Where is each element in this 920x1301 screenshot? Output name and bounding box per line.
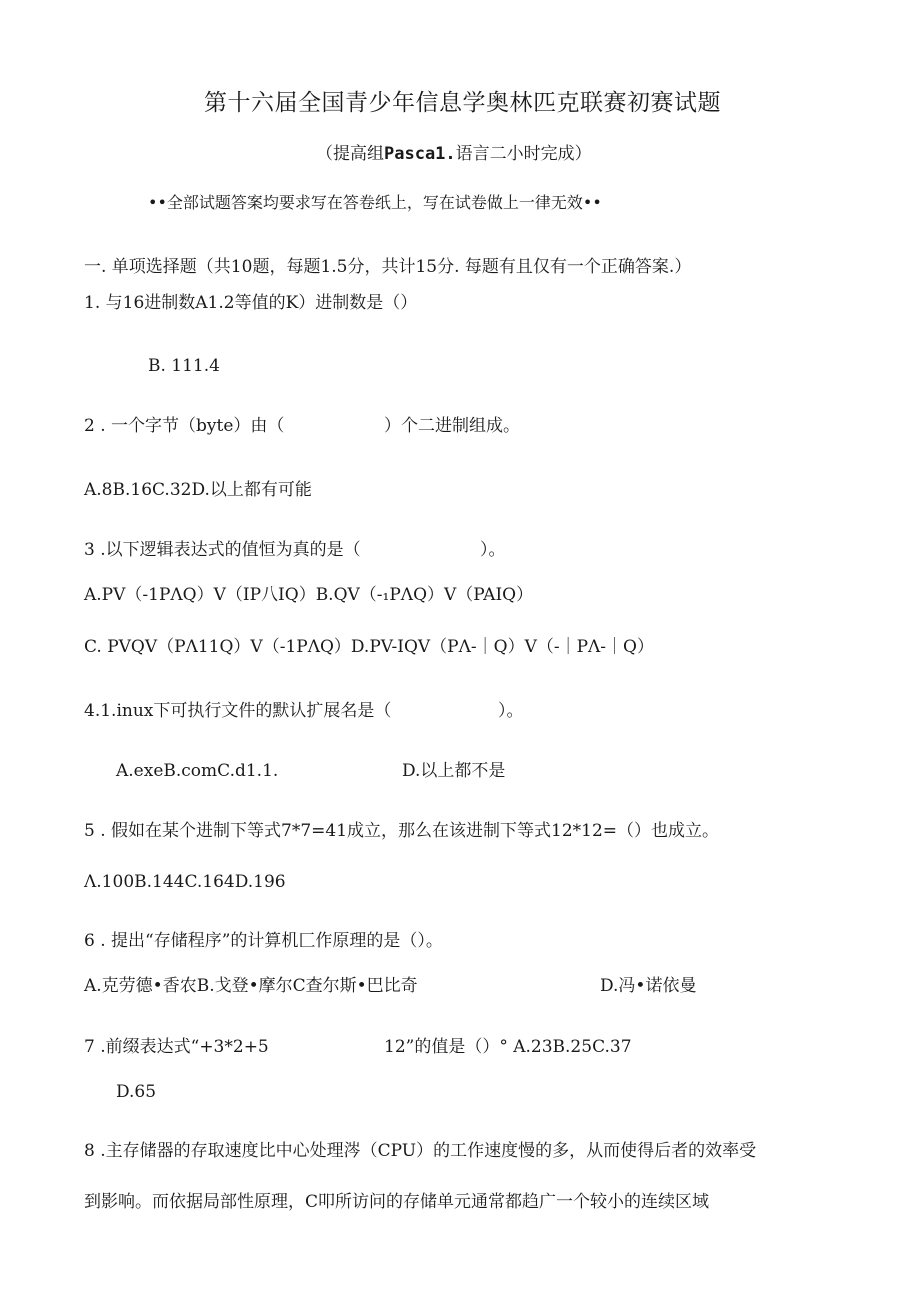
question-2-stem: 2 . 一个字节（byte）由（ bbox=[84, 416, 285, 436]
question-4-options: A.exeB.comC.d1.1. bbox=[116, 761, 279, 781]
page-subtitle bbox=[316, 143, 592, 165]
question-1-options: B. 111.4 bbox=[148, 356, 220, 376]
question-5-stem: 5 . 假如在某个进制下等式7*7=41成立，那么在该进制下等式12*12=（）也成立。 bbox=[84, 821, 720, 841]
exam-notice: ••全部试题答案均要求写在答卷纸上，写在试卷做上一律无效•• bbox=[148, 193, 602, 212]
question-7-stem: 7 .前缀表达式“+3*2+5 bbox=[84, 1037, 269, 1057]
question-7-option-d: D.65 bbox=[116, 1082, 157, 1102]
question-6-stem: 6 . 提出“存储程序”的计算机匚作原理的是（）。 bbox=[84, 931, 443, 951]
question-2-stem-end: ）个二进制组成。 bbox=[384, 416, 520, 436]
question-1-stem: 1. 与16进制数A1.2等值的K）进制数是（） bbox=[84, 293, 418, 313]
question-5-options: Λ.100B.144C.164D.196 bbox=[84, 872, 286, 892]
subtitle-language: Pasca1. bbox=[384, 144, 456, 164]
question-8-stem-continued: 到影响。而依据局部性原理，C叩所访问的存储单元通常都趋广一个较小的连续区域 bbox=[84, 1192, 710, 1212]
question-4-stem: 4.1.inux下可执行文件的默认扩展名是（ bbox=[84, 701, 392, 721]
question-4-option-d: D.以上都不是 bbox=[402, 761, 506, 781]
question-3-stem: 3 .以下逻辑表达式的值恒为真的是（ bbox=[84, 540, 361, 560]
question-3-options-cd: C. PVQV（PΛ11Q）V（-1PΛQ）D.PV-IQV（PΛ-｜Q）V（-｜PΛ-｜Q） bbox=[84, 637, 654, 657]
question-4-stem-end: ）。 bbox=[498, 701, 524, 721]
question-7-stem-end: 12”的值是（）° A.23B.25C.37 bbox=[384, 1037, 632, 1057]
section-heading: 一. 单项选择题（共10题，每题1.5分，共计15分. 每题有且仅有一个正确答案.） bbox=[84, 257, 692, 277]
question-8-stem: 8 .主存储器的存取速度比中心处理涔（CPU）的工作速度慢的多，从而使得后者的效率受 bbox=[84, 1141, 757, 1161]
subtitle-close: 语言二小时完成） bbox=[455, 144, 592, 164]
question-3-options-ab: A.PV（-1PΛQ）V（IP八IQ）B.QV（-₁PΛQ）V（PAIQ） bbox=[84, 585, 534, 605]
page-title: 第十六届全国青少年信息学奥林匹克联赛初赛试题 bbox=[204, 90, 721, 116]
question-6-options: A.克劳德•香农B.戈登•摩尔C查尔斯•巴比奇 bbox=[84, 976, 418, 996]
question-2-options: A.8B.16C.32D.以上都有可能 bbox=[84, 480, 312, 500]
question-3-stem-end: ）。 bbox=[480, 540, 506, 560]
subtitle-open: （提高组 bbox=[316, 144, 384, 164]
question-6-option-d: D.冯•诺依曼 bbox=[600, 976, 697, 996]
